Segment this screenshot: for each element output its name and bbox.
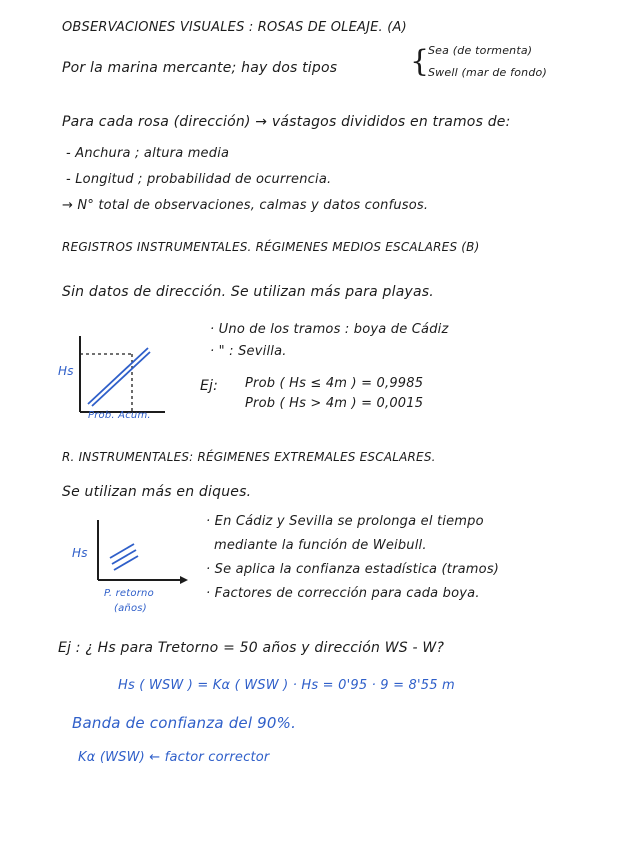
section-a-line1: Por la marina mercante; hay dos tipos <box>62 60 338 76</box>
section-c-bullet-2: mediante la función de Weibull. <box>214 538 427 553</box>
section-b-line1: Sin datos de dirección. Se utilizan más para playas. <box>62 284 434 300</box>
section-b-prob-2: Prob ( Hs > 4m ) = 0,0015 <box>245 396 424 411</box>
sketch-curve-1 <box>88 348 148 404</box>
sketch-c-x-label-1: P. retorno <box>104 588 154 599</box>
return-period-sketch <box>88 518 198 588</box>
sketch-c-line-2 <box>112 550 136 564</box>
section-b-example-prefix: Ej: <box>200 378 219 394</box>
section-c-title: R. INSTRUMENTALES: RÉGIMENES EXTREMALES ESCALARES. <box>62 450 436 464</box>
section-a-bullet-2: - Longitud ; probabilidad de ocurrencia. <box>66 172 332 187</box>
sketch-c-y-label: Hs <box>72 546 88 560</box>
brace-symbol: { <box>410 44 430 79</box>
section-c-bullet-1: · En Cádiz y Sevilla se prolonga el tiempo <box>206 514 484 529</box>
section-a-bullet-3: → N° total de observaciones, calmas y datos confusos. <box>62 198 429 213</box>
sketch-c-line-1 <box>110 544 134 558</box>
sketch-c-line-3 <box>114 556 138 570</box>
section-a-title: OBSERVACIONES VISUALES : ROSAS DE OLEAJE. (A) <box>62 20 407 35</box>
section-a-branch-swell: Swell (mar de fondo) <box>428 66 547 79</box>
sketch-c-x-label-2: (años) <box>114 603 147 614</box>
cumulative-probability-sketch <box>70 334 190 414</box>
example-confidence-band: Banda de confianza del 90%. <box>72 714 297 732</box>
sketch-b-x-label: Prob. Acum. <box>88 410 151 421</box>
section-b-title: REGISTROS INSTRUMENTALES. RÉGIMENES MEDIOS ESCALARES (B) <box>62 240 480 254</box>
section-a-branch-sea: Sea (de tormenta) <box>428 44 533 57</box>
section-b-note-1: · Uno de los tramos : boya de Cádiz <box>210 322 449 337</box>
section-b-note-2: · " : Sevilla. <box>210 344 287 359</box>
sketch-c-arrow <box>180 576 188 584</box>
example-factor-note: Kα (WSW) ← factor corrector <box>78 750 270 765</box>
section-a-bullet-1: - Anchura ; altura media <box>66 146 230 161</box>
section-c-line1: Se utilizan más en diques. <box>62 484 252 500</box>
sketch-b-y-label: Hs <box>58 364 74 378</box>
example-question: Ej : ¿ Hs para Tretorno = 50 años y dirección WS - W? <box>58 640 445 656</box>
example-formula: Hs ( WSW ) = Kα ( WSW ) · Hs = 0'95 · 9 = 8'55 m <box>118 678 455 693</box>
sketch-curve-2 <box>92 352 150 406</box>
section-b-prob-1: Prob ( Hs ≤ 4m ) = 0,9985 <box>245 376 424 391</box>
section-c-bullet-3: · Se aplica la confianza estadística (tramos) <box>206 562 500 577</box>
section-a-line2: Para cada rosa (dirección) → vástagos divididos en tramos de: <box>62 114 511 130</box>
section-c-bullet-4: · Factores de corrección para cada boya. <box>206 586 480 601</box>
